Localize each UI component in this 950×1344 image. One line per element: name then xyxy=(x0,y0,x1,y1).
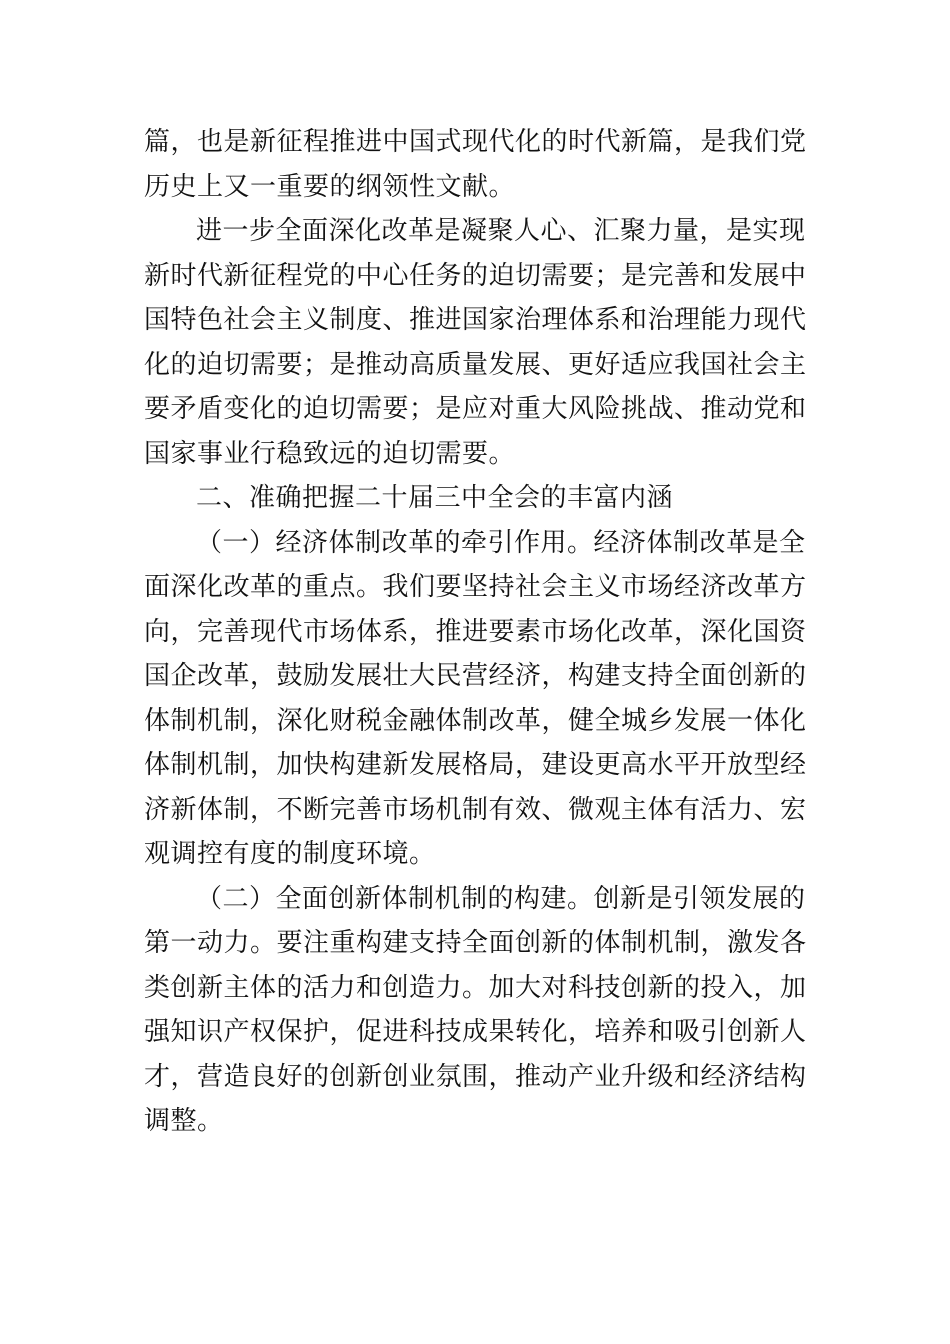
text-line: 强知识产权保护，促进科技成果转化，培养和吸引创新人 xyxy=(144,1017,807,1047)
text-line: 化的迫切需要；是推动高质量发展、更好适应我国社会主 xyxy=(144,349,807,380)
text-line: 调整。 xyxy=(144,1106,224,1136)
text-line: 济新体制，不断完善市场机制有效、微观主体有活力、宏 xyxy=(144,794,807,825)
text-line: 才，营造良好的创新创业氛围，推动产业升级和经济结构 xyxy=(144,1061,807,1092)
text-line: 类创新主体的活力和创造力。加大对科技创新的投入，加 xyxy=(144,972,807,1003)
text-line: 国企改革，鼓励发展壮大民营经济，构建支持全面创新的 xyxy=(144,661,807,691)
text-line: （一）经济体制改革的牵引作用。经济体制改革是全 xyxy=(196,527,806,558)
text-line: 体制机制，加快构建新发展格局，建设更高水平开放型经 xyxy=(144,750,807,780)
text-line: 体制机制，深化财税金融体制改革，健全城乡发展一体化 xyxy=(144,705,807,736)
text-line: 要矛盾变化的迫切需要；是应对重大风险挑战、推动党和 xyxy=(144,394,807,424)
text-line: 国家事业行稳致远的迫切需要。 xyxy=(144,438,516,469)
text-line: 篇，也是新征程推进中国式现代化的时代新篇，是我们党 xyxy=(144,127,807,157)
section-heading xyxy=(144,476,786,521)
text-line: 历史上又一重要的纲领性文献。 xyxy=(144,171,516,202)
text-line: 进一步全面深化改革是凝聚人心、汇聚力量，是实现 xyxy=(196,216,806,246)
heading-text: 二、准确把握二十届三中全会的丰富内涵 xyxy=(196,483,674,513)
paragraph-reform-significance xyxy=(144,209,807,476)
text-line: 新时代新征程党的中心任务的迫切需要；是完善和发展中 xyxy=(144,260,807,291)
paragraph-continuation xyxy=(144,120,807,209)
text-line: 向，完善现代市场体系，推进要素市场化改革，深化国资 xyxy=(144,616,807,647)
text-line: 面深化改革的重点。我们要坚持社会主义市场经济改革方 xyxy=(144,572,807,602)
text-line: （二）全面创新体制机制的构建。创新是引领发展的 xyxy=(196,883,806,914)
text-line: 国特色社会主义制度、推进国家治理体系和治理能力现代 xyxy=(144,305,807,335)
document-body xyxy=(144,120,807,1144)
text-line: 第一动力。要注重构建支持全面创新的体制机制，激发各 xyxy=(144,928,807,958)
paragraph-innovation xyxy=(144,877,807,1144)
text-line: 观调控有度的制度环境。 xyxy=(144,839,436,869)
paragraph-economic-reform xyxy=(144,521,807,877)
